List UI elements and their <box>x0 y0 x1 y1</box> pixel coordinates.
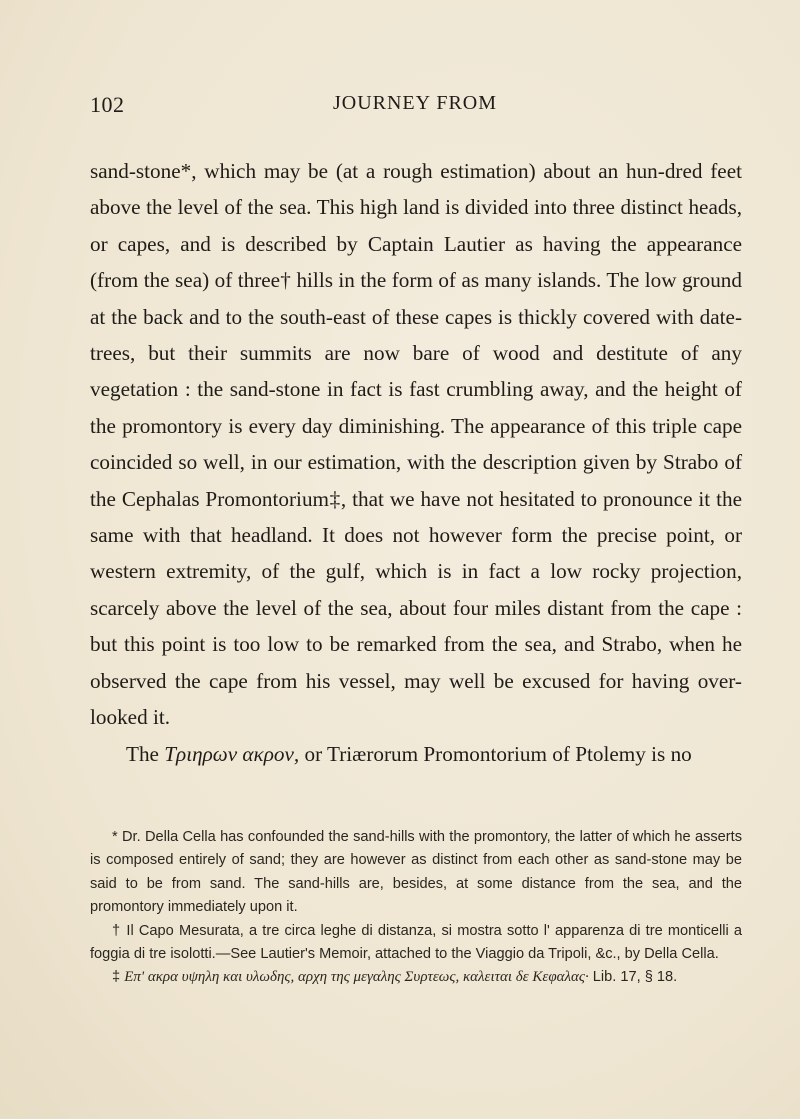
page-number: 102 <box>90 92 125 117</box>
footnote-3-mark: ‡ <box>112 969 121 986</box>
footnotes <box>90 826 742 990</box>
paragraph-1: sand-stone*, which may be (at a rough estimation) about an hun-dred feet above the level of the sea. This high land is divided into three distinct heads, or capes, and is described by Captain Lautier as having the appearance (from the sea) of three† hills in the form of as many islands. The low ground at the back and to the south-east of these capes is thickly covered with date-trees, but their summits are now bare of wood and destitute of any vegetation : the sand-stone in fact is fast crumbling away, and the height of the promontory is every day diminishing. The appearance of this triple cape coincided so well, in our estimation, with the description given by Strabo of the Cephalas Promontorium‡, that we have not hesitated to pronounce it the same with that headland. It does not however form the precise point, or western extremity, of the gulf, which is in fact a low rocky projection, scarcely above the level of the sea, about four miles distant from the cape : but this point is too low to be remarked from the sea, and Strabo, when he observed the cape from his vessel, may well be excused for having over-looked it. <box>90 159 742 730</box>
running-head: JOURNEY FROM <box>332 92 498 114</box>
footnote-3-greek: Επ' ακρα υψηλη και υλωδης, αρχη της μεγαλης Συρτεως, καλειται δε Κεφαλας· <box>124 969 589 986</box>
paragraph-2 <box>90 736 742 772</box>
greek-phrase: Τριηρων ακρον, <box>164 741 300 766</box>
paragraph-2-lead: The <box>126 741 159 766</box>
page-header <box>90 92 740 122</box>
paragraph-2-rest: or Triærorum Promontorium of Ptolemy is no <box>304 741 692 766</box>
main-text <box>90 153 742 772</box>
footnote-2: † Il Capo Mesurata, a tre circa leghe di distanza, si mostra sotto l' apparenza di tre monticelli a foggia di tre isolotti.—See Lautier's Memoir, attached to the Viaggio da Tripoli, &c., by Della Cella. <box>90 922 742 963</box>
footnote-1: * Dr. Della Cella has confounded the sand-hills with the promontory, the latter of which he asserts is composed entirely of sand; they are however as distinct from each other as sand-stone may be said to be from sand. The sand-hills are, besides, at some distance from the sea, and the promontory immediately upon it. <box>90 829 742 916</box>
footnote-3 <box>90 966 742 989</box>
footnote-3-ref: Lib. 17, § 18. <box>592 969 678 986</box>
